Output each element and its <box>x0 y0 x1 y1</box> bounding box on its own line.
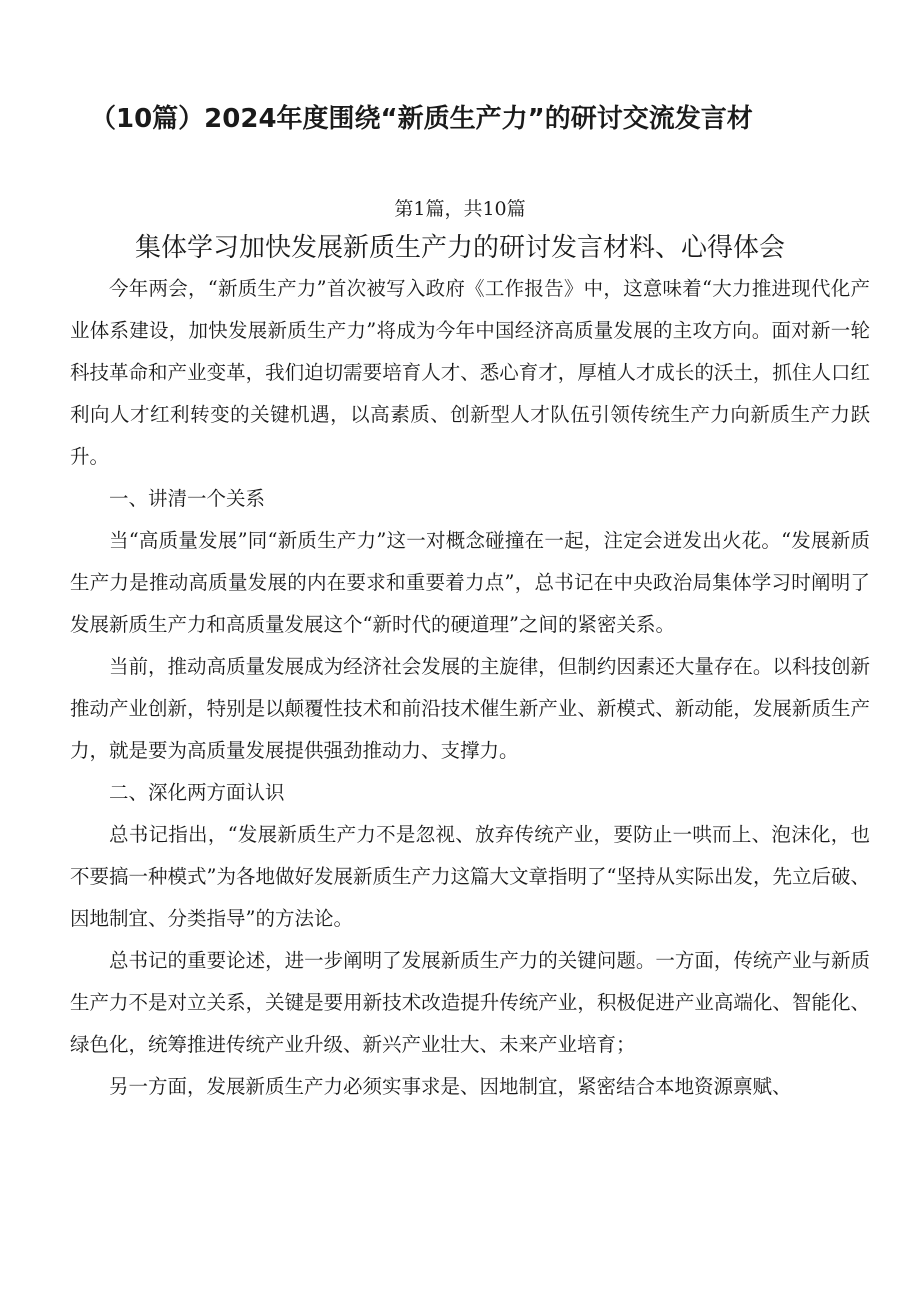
heading-one: 一、讲清一个关系 <box>109 487 266 510</box>
paragraph-relationship: 当“高质量发展”同“新质生产力”这一对概念碰撞在一起，注定会迸发出火花。“发展新质生产力是推动高质量发展的内在要求和重要着力点”，总书记在中央政治局集体学习时阐明了发展新质生产力和高质量发展这个“新时代的硬道理”之间的紧密关系。 <box>70 529 870 636</box>
document-body <box>70 268 870 1108</box>
part-label: 第1篇，共10篇 <box>394 198 526 220</box>
paragraph-intro: 今年两会，“新质生产力”首次被写入政府《工作报告》中，这意味着“大力推进现代化产业体系建设，加快发展新质生产力”将成为今年中国经济高质量发展的主攻方向。面对新一轮科技革命和产业变革，我们迫切需要培育人才、悉心育才，厚植人才成长的沃土，抓住人口红利向人才红利转变的关键机遇，以高素质、创新型人才队伍引领传统生产力向新质生产力跃升。 <box>70 277 870 468</box>
document-title: （10篇）2024年度围绕“新质生产力”的研讨交流发言材 <box>90 104 753 134</box>
heading-two: 二、深化两方面认识 <box>109 781 285 804</box>
paragraph-instructions: 总书记指出，“发展新质生产力不是忽视、放弃传统产业，要防止一哄而上、泡沫化，也不要搞一种模式”为各地做好发展新质生产力这篇大文章指明了“坚持从实际出发，先立后破、因地制宜、分类指导”的方法论。 <box>70 823 870 930</box>
paragraph-other-side: 另一方面，发展新质生产力必须实事求是、因地制宜，紧密结合本地资源禀赋、 <box>109 1075 792 1098</box>
section-title: 集体学习加快发展新质生产力的研讨发言材料、心得体会 <box>134 233 785 263</box>
paragraph-current: 当前，推动高质量发展成为经济社会发展的主旋律，但制约因素还大量存在。以科技创新推动产业创新，特别是以颠覆性技术和前沿技术催生新产业、新模式、新动能，发展新质生产力，就是要为高质量发展提供强劲推动力、支撑力。 <box>70 655 870 762</box>
paragraph-key-issues: 总书记的重要论述，进一步阐明了发展新质生产力的关键问题。一方面，传统产业与新质生产力不是对立关系，关键是要用新技术改造提升传统产业，积极促进产业高端化、智能化、绿色化，统筹推进传统产业升级、新兴产业壮大、未来产业培育； <box>70 949 870 1056</box>
